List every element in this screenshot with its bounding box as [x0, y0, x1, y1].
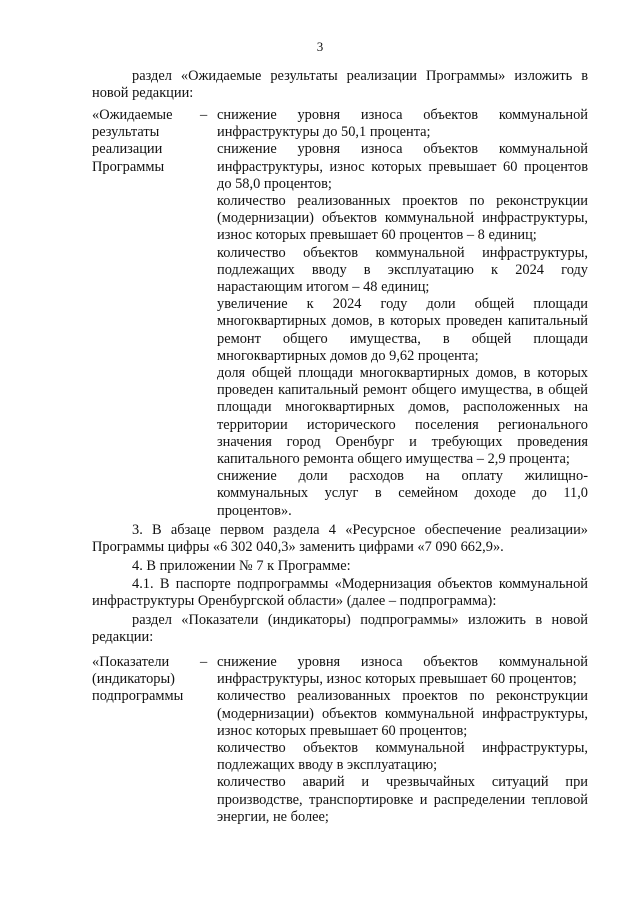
list-item: снижение доли расходов на оплату жилищно-коммунальных услуг в семейном доходе до 11,0 процентов».: [217, 468, 588, 519]
list-item: количество объектов коммунальной инфраструктуры, подлежащих вводу в эксплуатацию к 2024 году нарастающим итогом – 48 единиц;: [217, 244, 588, 296]
list-item: количество реализованных проектов по реконструкции (модернизации) объектов коммунальной инфраструктуры, износ которых превышает 60 процентов;: [217, 688, 588, 739]
indicators-list: [217, 654, 588, 826]
paragraph-3: 3. В абзаце первом раздела 4 «Ресурсное обеспечение реализации» Программы цифры «6 302 040,3» заменить цифрами «7 090 662,9».: [92, 522, 588, 556]
paragraph-4: 4. В приложении № 7 к Программе:: [132, 558, 351, 574]
list-item: снижение уровня износа объектов коммунальной инфраструктуры, износ которых превышает 60 процентов до 58,0 процентов;: [217, 141, 588, 192]
list-item: увеличение к 2024 году доли общей площади многоквартирных домов, в которых проведен капитальный ремонт общего имущества, в общей площади многоквартирных домов до 9,62 процента;: [217, 296, 588, 364]
paragraph-intro: раздел «Ожидаемые результаты реализации Программы» изложить в новой редакции:: [92, 68, 588, 102]
list-item: снижение уровня износа объектов коммунальной инфраструктуры, износ которых превышает 60 процентов;: [217, 654, 588, 688]
indicators-label: «Показатели (индикаторы) подпрограммы: [92, 654, 184, 705]
list-item: количество аварий и чрезвычайных ситуаций при производстве, транспортировке и распределении тепловой энергии, не более;: [217, 774, 588, 825]
expected-results-list: [217, 107, 588, 520]
list-item: снижение уровня износа объектов коммунальной инфраструктуры до 50,1 процента;: [217, 107, 588, 141]
paragraph-4-1: 4.1. В паспорте подпрограммы «Модернизация объектов коммунальной инфраструктуры Оренбургской области» (далее – подпрограмма):: [92, 576, 588, 610]
list-item: количество реализованных проектов по реконструкции (модернизации) объектов коммунальной инфраструктуры, износ которых превышает 60 процентов – 8 единиц;: [217, 193, 588, 244]
list-item: доля общей площади многоквартирных домов, в которых проведен капитальный ремонт общего имущества, в общей площади многоквартирных домов, расположенных на территории исторического поселения регионального значения город Оренбург и требующих проведения капитального ремонта общего имущества – 2,9 процента;: [217, 365, 588, 468]
paragraph-4-1-section: раздел «Показатели (индикаторы) подпрограммы» изложить в новой редакции:: [92, 612, 588, 646]
dash-separator: –: [200, 107, 208, 123]
dash-separator: –: [200, 654, 208, 670]
page-number: 3: [316, 39, 324, 54]
expected-results-label: «Ожидаемые результаты реализации Программы: [92, 107, 173, 175]
list-item: количество объектов коммунальной инфраструктуры, подлежащих вводу в эксплуатацию;: [217, 740, 588, 774]
